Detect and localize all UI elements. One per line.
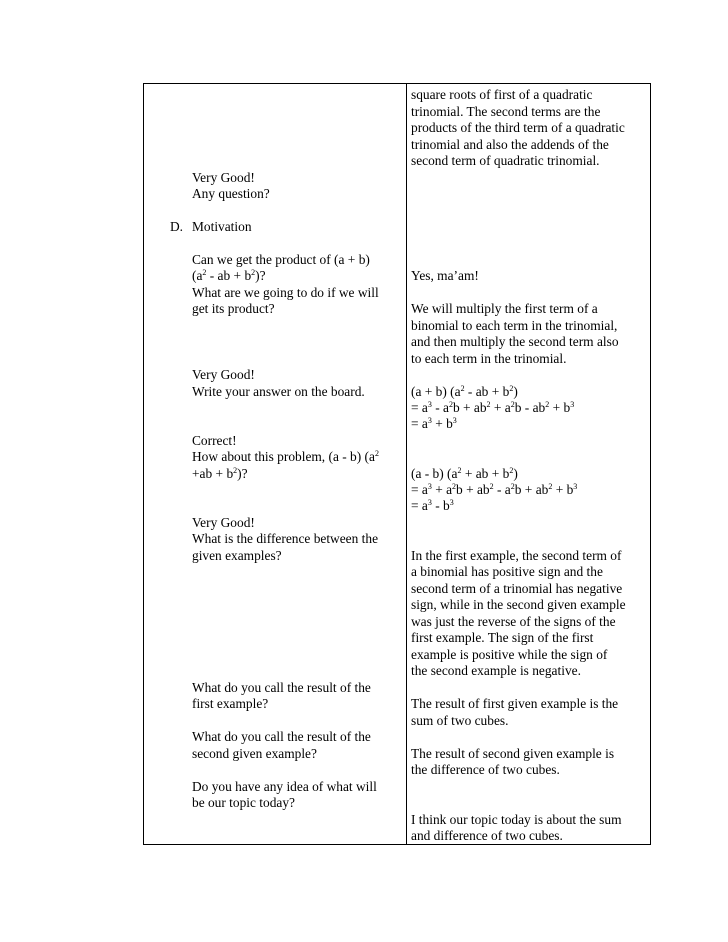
student-text: The result of second given example is	[411, 746, 615, 761]
student-text: the second example is negative.	[411, 663, 581, 678]
student-text: The result of first given example is the	[411, 696, 619, 711]
math-line: = $a^3 - b^3$	[411, 498, 454, 513]
teacher-text: given examples?	[192, 548, 282, 563]
student-text: first example. The sign of the first	[411, 630, 594, 645]
student-text: a binomial has positive sign and the	[411, 564, 603, 579]
teacher-text: $+ab + b^2$)?	[192, 466, 248, 481]
math-line: = $a^3 + b^3$	[411, 416, 457, 431]
teacher-text: What is the difference between the	[192, 531, 379, 546]
student-text: square roots of first of a quadratic	[411, 87, 593, 102]
teacher-text: Any question?	[192, 186, 270, 201]
teacher-text: be our topic today?	[192, 795, 295, 810]
teacher-text: Correct!	[192, 433, 237, 448]
student-text: to each term in the trinomial.	[411, 351, 567, 366]
teacher-text: How about this problem, (a - b) ($a^2$	[192, 449, 379, 464]
teacher-text: Very Good!	[192, 170, 255, 185]
teacher-text: ($a^2$ - ab + $b^2$)?	[192, 268, 266, 283]
section-heading: Motivation	[192, 219, 252, 234]
teacher-text: Very Good!	[192, 367, 255, 382]
teacher-text: Write your answer on the board.	[192, 384, 365, 399]
math-line: = $a^3 + a^2b + ab^2 - a^2b + ab^2 + b^3$	[411, 482, 578, 497]
column-divider	[406, 83, 407, 845]
student-text: Yes, ma’am!	[411, 268, 479, 283]
student-text: example is positive while the sign of	[411, 647, 608, 662]
student-text: and then multiply the second term also	[411, 334, 619, 349]
student-text: I think our topic today is about the sum	[411, 812, 622, 827]
teacher-text: What are we going to do if we will	[192, 285, 379, 300]
student-text: trinomial and also the addends of the	[411, 137, 609, 152]
student-text: second term of quadratic trinomial.	[411, 153, 600, 168]
student-text: We will multiply the first term of a	[411, 301, 598, 316]
teacher-text: What do you call the result of the	[192, 680, 371, 695]
teacher-text: first example?	[192, 696, 269, 711]
student-text: was just the reverse of the signs of the	[411, 614, 616, 629]
student-text: second term of a trinomial has negative	[411, 581, 623, 596]
teacher-text: What do you call the result of the	[192, 729, 371, 744]
math-line: (a - b) ($a^2$ + ab + $b^2$)	[411, 466, 518, 481]
student-text: sum of two cubes.	[411, 713, 509, 728]
student-text: In the first example, the second term of	[411, 548, 622, 563]
student-text: sign, while in the second given example	[411, 597, 626, 612]
student-text: binomial to each term in the trinomial,	[411, 318, 618, 333]
math-line: (a + b) ($a^2$ - ab + $b^2$)	[411, 384, 518, 399]
math-line: = $a^3 - a^2b + ab^2 + a^2b - ab^2 + b^3$	[411, 400, 575, 415]
teacher-text: Very Good!	[192, 515, 255, 530]
teacher-text: Do you have any idea of what will	[192, 779, 377, 794]
student-text: and difference of two cubes.	[411, 828, 563, 843]
teacher-text: get its product?	[192, 301, 275, 316]
section-label: D.	[170, 219, 184, 234]
student-text: trinomial. The second terms are the	[411, 104, 601, 119]
student-text: the difference of two cubes.	[411, 762, 560, 777]
teacher-text: Can we get the product of (a + b)	[192, 252, 370, 267]
student-text: products of the third term of a quadratic	[411, 120, 625, 135]
teacher-text: second given example?	[192, 746, 317, 761]
